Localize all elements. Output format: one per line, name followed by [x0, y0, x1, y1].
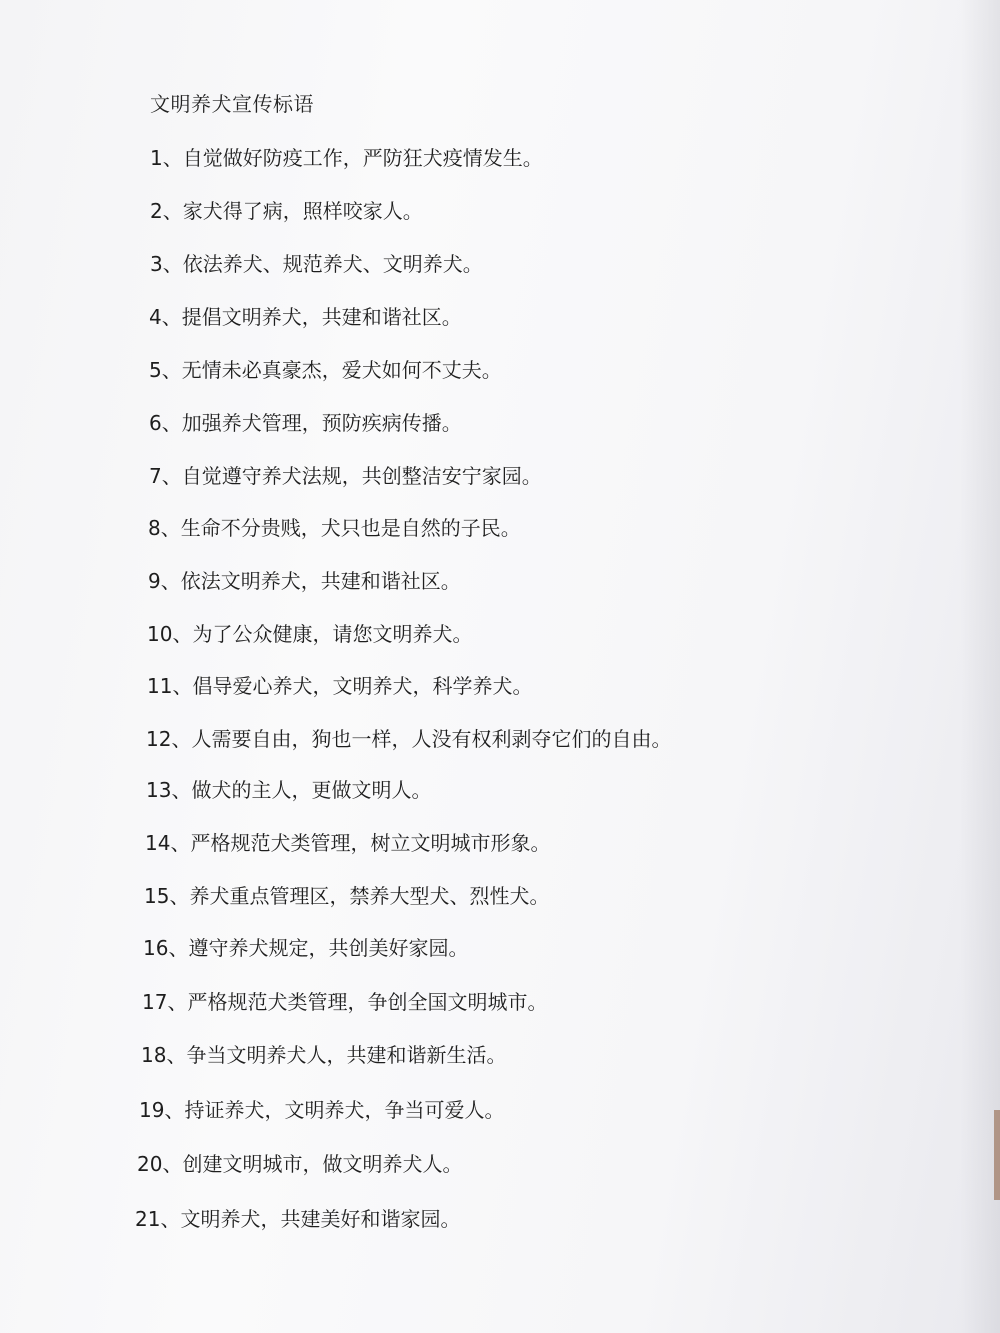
slogan-number: 11、	[147, 674, 193, 698]
slogan-number: 9、	[148, 569, 181, 593]
slogan-number: 5、	[149, 358, 182, 382]
slogan-item	[149, 303, 462, 331]
slogan-number: 14、	[145, 831, 191, 855]
slogan-item	[148, 514, 521, 542]
slogan-number: 12、	[146, 727, 192, 751]
slogan-number: 3、	[150, 252, 183, 276]
slogan-item	[149, 409, 462, 437]
slogan-text: 严格规范犬类管理，争创全国文明城市。	[187, 990, 548, 1014]
slogan-item	[143, 934, 468, 962]
slogan-text: 自觉做好防疫工作，严防狂犬疫情发生。	[182, 146, 543, 170]
slogan-item	[147, 620, 472, 648]
slogan-number: 10、	[147, 622, 193, 646]
slogan-text: 无情未必真豪杰，爱犬如何不丈夫。	[181, 358, 502, 382]
slogan-item	[144, 882, 549, 910]
slogan-number: 2、	[150, 199, 183, 223]
slogan-text: 生命不分贵贱，犬只也是自然的子民。	[180, 516, 521, 540]
slogan-number: 6、	[149, 411, 182, 435]
slogan-text: 遵守养犬规定，共创美好家园。	[188, 936, 469, 960]
slogan-text: 做犬的主人，更做文明人。	[191, 778, 432, 802]
slogan-item	[135, 1205, 460, 1233]
slogan-number: 4、	[149, 305, 182, 329]
slogan-item	[147, 672, 532, 700]
slogan-text: 持证养犬，文明养犬，争当可爱人。	[184, 1098, 505, 1122]
slogan-number: 17、	[142, 990, 188, 1014]
slogan-text: 提倡文明养犬，共建和谐社区。	[181, 305, 462, 329]
slogan-item	[137, 1150, 462, 1178]
slogan-text: 创建文明城市，做文明养犬人。	[182, 1152, 463, 1176]
slogan-item	[149, 462, 542, 490]
slogan-text: 争当文明养犬人，共建和谐新生活。	[186, 1043, 507, 1067]
slogan-item	[150, 144, 543, 172]
slogan-number: 21、	[135, 1207, 181, 1231]
slogan-item	[139, 1096, 504, 1124]
slogan-number: 20、	[137, 1152, 183, 1176]
slogan-text: 严格规范犬类管理，树立文明城市形象。	[190, 831, 551, 855]
slogan-item	[141, 1041, 506, 1069]
slogan-item	[145, 829, 550, 857]
slogan-text: 依法养犬、规范养犬、文明养犬。	[182, 252, 483, 276]
slogan-number: 1、	[150, 146, 183, 170]
background-edge	[994, 1110, 1000, 1200]
slogan-text: 养犬重点管理区，禁养大型犬、烈性犬。	[189, 884, 550, 908]
slogan-number: 7、	[149, 464, 182, 488]
slogan-text: 为了公众健康，请您文明养犬。	[192, 622, 473, 646]
slogan-text: 自觉遵守养犬法规，共创整洁安宁家园。	[181, 464, 542, 488]
document-title: 文明养犬宣传标语	[150, 92, 314, 116]
slogan-item	[148, 567, 461, 595]
slogan-number: 8、	[148, 516, 181, 540]
slogan-text: 人需要自由，狗也一样，人没有权利剥夺它们的自由。	[191, 727, 672, 751]
slogan-number: 13、	[146, 778, 192, 802]
slogan-item	[142, 988, 547, 1016]
slogan-text: 文明养犬，共建美好和谐家园。	[180, 1207, 461, 1231]
slogan-text: 倡导爱心养犬，文明养犬，科学养犬。	[192, 674, 533, 698]
slogan-number: 19、	[139, 1098, 185, 1122]
slogan-text: 加强养犬管理，预防疾病传播。	[181, 411, 462, 435]
slogan-number: 16、	[143, 936, 189, 960]
slogan-number: 15、	[144, 884, 190, 908]
slogan-item	[150, 197, 423, 225]
slogan-number: 18、	[141, 1043, 187, 1067]
slogan-item	[146, 725, 671, 753]
slogan-text: 家犬得了病，照样咬家人。	[182, 199, 423, 223]
slogan-item	[146, 776, 431, 804]
slogan-item	[150, 250, 483, 278]
slogan-item	[149, 356, 502, 384]
slogan-text: 依法文明养犬，共建和谐社区。	[180, 569, 461, 593]
